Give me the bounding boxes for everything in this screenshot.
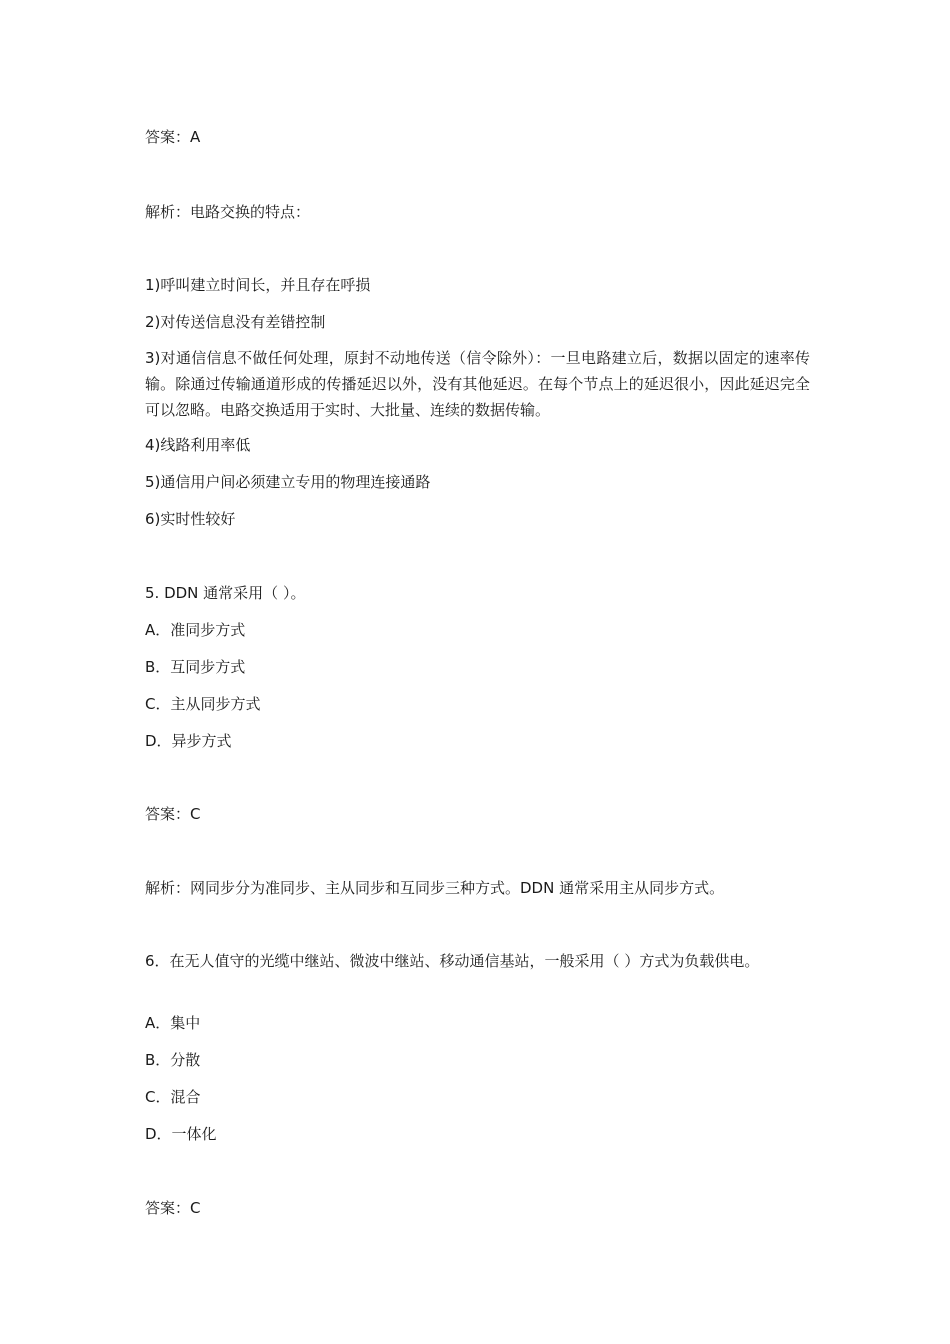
q4-point-2: 2)对传送信息没有差错控制 — [145, 313, 326, 331]
q6-option-a: A．集中 — [145, 1014, 201, 1032]
q4-analysis-title: 解析：电路交换的特点： — [145, 203, 311, 221]
q6-option-d: D．一体化 — [145, 1125, 217, 1143]
q6-option-b: B．分散 — [145, 1051, 201, 1069]
q4-point-3: 3)对通信信息不做任何处理，原封不动地传送（信令除外）：一旦电路建立后，数据以固定的速率传输。除通过传输通道形成的传播延迟以外，没有其他延迟。在每个节点上的延迟很小，因此延迟完全可以忽略。电路交换适用于实时、大批量、连续的数据传输。 — [145, 349, 810, 419]
q5-option-a: A．准同步方式 — [145, 621, 246, 639]
q4-point-1: 1)呼叫建立时间长，并且存在呼损 — [145, 276, 371, 294]
q5-option-d: D．异步方式 — [145, 732, 232, 750]
q4-point-4: 4)线路利用率低 — [145, 436, 251, 454]
q5-answer: 答案：C — [145, 805, 201, 823]
q6-question: 6．在无人值守的光缆中继站、微波中继站、移动通信基站，一般采用（ ）方式为负载供电。 — [145, 952, 760, 970]
q5-option-b: B．互同步方式 — [145, 658, 246, 676]
q5-question: 5. DDN 通常采用（ ）。 — [145, 584, 306, 602]
q6-answer: 答案：C — [145, 1199, 201, 1217]
q6-option-c: C．混合 — [145, 1088, 201, 1106]
q4-point-6: 6)实时性较好 — [145, 510, 236, 528]
q5-analysis: 解析：网同步分为准同步、主从同步和互同步三种方式。DDN 通常采用主从同步方式。 — [145, 879, 725, 897]
q4-answer: 答案：A — [145, 128, 201, 146]
q5-option-c: C．主从同步方式 — [145, 695, 261, 713]
q4-point-5: 5)通信用户间必须建立专用的物理连接通路 — [145, 473, 431, 491]
